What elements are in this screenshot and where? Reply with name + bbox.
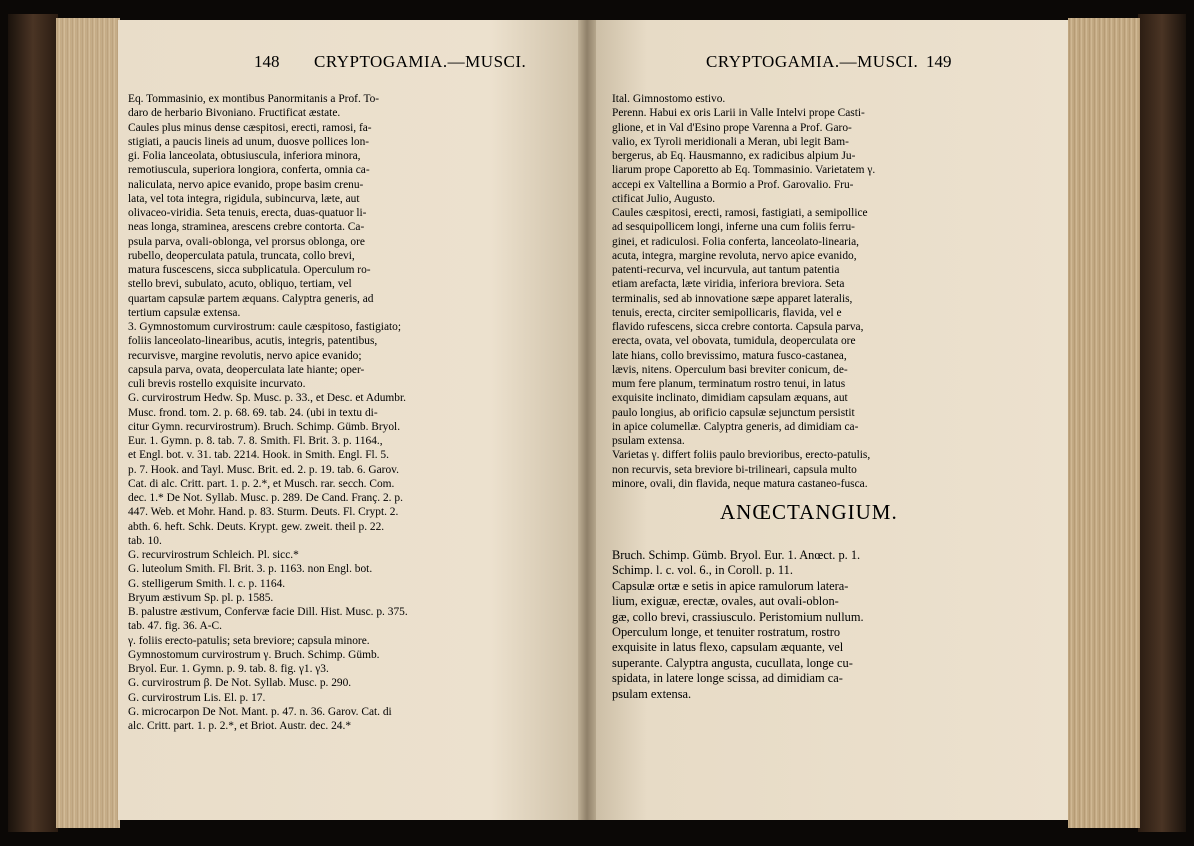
text-line: non recurvis, seta breviore bi-trilineari, capsula multo	[612, 463, 857, 476]
text-line: lævis, nitens. Operculum basi breviter conicum, de-	[612, 363, 848, 376]
text-line: alc. Critt. part. 1. p. 2.*, et Briot. Austr. dec. 24.*	[128, 720, 352, 732]
text-line: ctificat Julio, Augusto.	[612, 192, 716, 205]
text-line: 3. Gymnostomum curvirostrum: caule cæspitoso, fastigiato;	[128, 321, 402, 333]
text-line: et Engl. bot. v. 31. tab. 2214. Hook. in Smith. Engl. Fl. 5.	[128, 449, 389, 462]
text-line: Caules cæspitosi, erecti, ramosi, fastigiati, a semipollice	[612, 207, 868, 219]
text-line: Bryol. Eur. 1. Gymn. p. 9. tab. 8. fig. γ1. γ3.	[128, 663, 329, 675]
text-line: 447. Web. et Mohr. Hand. p. 83. Sturm. Deuts. Fl. Crypt. 2.	[128, 506, 399, 519]
text-line: Bruch. Schimp. Gümb. Bryol. Eur. 1. Anœct. p. 1.	[612, 548, 861, 562]
text-line: gi. Folia lanceolata, obtusiuscula, inferiora minora,	[128, 150, 361, 162]
text-line: Ital. Gimnostomo estivo.	[612, 93, 726, 105]
left-running-head: CRYPTOGAMIA.—MUSCI.	[314, 52, 527, 71]
text-line: Operculum longe, et tenuiter rostratum, rostro	[612, 625, 841, 640]
text-line: tenuis, erecta, circiter semipollicaris, flavida, vel e	[612, 306, 842, 319]
left-page-number: 148	[254, 52, 280, 71]
text-line: acuta, integra, margine revoluta, nervo apice evanido,	[612, 249, 857, 262]
text-line: in apice columellæ. Calyptra generis, ad dimidiam ca-	[612, 420, 859, 433]
text-line: tertium capsulæ extensa.	[128, 306, 241, 319]
text-line: olivaceo-viridia. Seta tenuis, erecta, duas-quatuor li-	[128, 207, 367, 219]
text-line: Musc. frond. tom. 2. p. 68. 69. tab. 24. (ubi in textu di-	[128, 406, 378, 419]
text-line: Varietas γ. differt foliis paulo brevioribus, erecto-patulis,	[612, 449, 871, 462]
text-line: stigiati, a paucis lineis ad unum, duosve pollices lon-	[128, 135, 370, 148]
text-line: psulam extensa.	[612, 435, 685, 447]
text-line: rubello, deoperculata patula, truncata, collo brevi,	[128, 249, 355, 262]
text-line: exquisite in latus flexo, capsulam æquante, vel	[612, 640, 844, 655]
text-line: abth. 6. heft. Schk. Deuts. Krypt. gew. zweit. theil p. 22.	[128, 520, 385, 533]
text-line: terminalis, sed ab innovatione sæpe apparet lateralis,	[612, 292, 853, 305]
text-line: citur Gymn. recurvirostrum). Bruch. Schimp. Gümb. Bryol.	[128, 420, 401, 433]
text-line: naliculata, nervo apice evanido, prope basim crenu-	[128, 178, 364, 191]
text-line: daro de herbario Bivoniano. Fructificat æstate.	[128, 107, 341, 120]
text-line: G. curvirostrum Lis. El. p. 17.	[128, 691, 266, 704]
right-running-head: CRYPTOGAMIA.—MUSCI.	[706, 52, 919, 71]
text-line: bergerus, ab Eq. Hausmanno, ex radicibus alpium Ju-	[612, 150, 856, 162]
text-line: Bryum æstivum Sp. pl. p. 1585.	[128, 591, 274, 604]
text-line: quartam capsulæ partem æquans. Calyptra generis, ad	[128, 292, 374, 305]
text-line: late hians, collo brevissimo, matura fusco-castanea,	[612, 349, 847, 362]
text-line: stello brevi, subulato, acuto, obliquo, tertiam, vel	[128, 278, 352, 291]
text-line: G. microcarpon De Not. Mant. p. 47. n. 36. Garov. Cat. di	[128, 705, 392, 718]
book-cover-right	[1138, 14, 1186, 832]
text-line: tab. 47. fig. 36. A-C.	[128, 620, 222, 633]
text-line: lata, vel tota integra, rigidula, subincurva, læte, aut	[128, 192, 360, 205]
text-line: neas longa, straminea, arescens crebre contorta. Ca-	[128, 221, 365, 234]
text-line: psulam extensa.	[612, 686, 692, 701]
text-line: Eq. Tommasinio, ex montibus Panormitanis a Prof. To-	[128, 93, 380, 105]
text-line: recurvisve, margine revolutis, nervo apice evanido;	[128, 349, 362, 362]
text-line: capsula parva, ovata, deoperculata late hiante; oper-	[128, 363, 365, 376]
text-line: liarum prope Caporetto ab Eq. Tommasinio. Varietatem γ.	[612, 164, 876, 177]
text-line: p. 7. Hook. and Tayl. Musc. Brit. ed. 2. p. 19. tab. 6. Garov.	[128, 463, 399, 476]
text-line: Schimp. l. c. vol. 6., in Coroll. p. 11.	[612, 563, 793, 578]
text-line: erecta, ovata, vel obovata, tumidula, deoperculata ore	[612, 335, 856, 348]
text-line: ginei, et radiculosi. Folia conferta, lanceolato-linearia,	[612, 235, 860, 248]
section-text	[612, 548, 1026, 702]
text-line: gæ, collo brevi, crassiusculo. Peristomium nullum.	[612, 609, 864, 624]
text-line: Caules plus minus dense cæspitosi, erecti, ramosi, fa-	[128, 121, 372, 134]
text-line: paulo longius, ab orificio capsulæ sejunctum persistit	[612, 406, 855, 419]
text-line: matura fuscescens, sicca subplicatula. Operculum ro-	[128, 264, 371, 276]
section-title: ANŒCTANGIUM.	[720, 500, 898, 524]
text-line: culi brevis rostello exquisite incurvato.	[128, 378, 306, 390]
text-line: ad sesquipollicem longi, inferne una cum foliis ferru-	[612, 221, 855, 234]
text-line: exquisite inclinato, dimidiam capsulam æquans, aut	[612, 392, 848, 405]
text-line: minore, ovali, din flavida, neque matura castaneo-fusca.	[612, 477, 868, 490]
right-page-text	[612, 92, 1026, 491]
text-line: Perenn. Habui ex oris Larii in Valle Intelvi prope Casti-	[612, 107, 865, 120]
left-page-text	[128, 92, 534, 733]
text-line: G. curvirostrum Hedw. Sp. Musc. p. 33., et Desc. et Adumbr.	[128, 392, 406, 405]
text-line: dec. 1.* De Not. Syllab. Musc. p. 289. De Cand. Franç. 2. p.	[128, 492, 403, 504]
text-line: accepi ex Valtellina a Bormio a Prof. Garovalio. Fru-	[612, 178, 854, 191]
text-line: G. stelligerum Smith. l. c. p. 1164.	[128, 577, 286, 590]
text-line: superante. Calyptra angusta, cucullata, longe cu-	[612, 655, 853, 670]
text-line: flavido rufescens, sicca crebre contorta. Capsula parva,	[612, 321, 864, 333]
text-line: remotiuscula, superiora longiora, conferta, omnia ca-	[128, 164, 370, 177]
text-line: glione, et in Val d'Esino prope Varenna a Prof. Garo-	[612, 121, 852, 134]
text-line: γ. foliis erecto-patulis; seta breviore; capsula minore.	[128, 634, 370, 647]
book-gutter	[578, 20, 596, 820]
book-cover-left	[8, 14, 58, 832]
right-page-number: 149	[926, 52, 952, 71]
text-line: psula parva, ovali-oblonga, vel prorsus oblonga, ore	[128, 235, 365, 248]
text-line: valio, ex Tyroli meridionali a Meran, ubi legit Bam-	[612, 135, 849, 148]
text-line: G. luteolum Smith. Fl. Brit. 3. p. 1163. non Engl. bot.	[128, 563, 373, 576]
text-line: tab. 10.	[128, 534, 162, 547]
text-line: Gymnostomum curvirostrum γ. Bruch. Schimp. Gümb.	[128, 648, 380, 661]
text-line: Cat. di alc. Critt. part. 1. p. 2.*, et Musch. rar. secch. Com.	[128, 477, 395, 490]
page-edges-left	[56, 18, 120, 828]
text-line: lium, exiguæ, erectæ, ovales, aut ovali-oblon-	[612, 594, 839, 609]
text-line: Eur. 1. Gymn. p. 8. tab. 7. 8. Smith. Fl. Brit. 3. p. 1164.,	[128, 435, 383, 447]
text-line: spidata, in latere longe scissa, ad dimidiam ca-	[612, 671, 843, 686]
text-line: mum fere planum, terminatum rostro tenui, in latus	[612, 378, 846, 390]
text-line: patenti-recurva, vel incurvula, aut tantum patentia	[612, 264, 840, 276]
text-line: Capsulæ ortæ e setis in apice ramulorum latera-	[612, 578, 849, 593]
text-line: G. curvirostrum β. De Not. Syllab. Musc. p. 290.	[128, 677, 352, 690]
text-line: G. recurvirostrum Schleich. Pl. sicc.*	[128, 549, 299, 561]
text-line: etiam arefacta, læte viridia, inferiora breviora. Seta	[612, 278, 845, 291]
page-edges-right	[1068, 18, 1140, 828]
text-line: foliis lanceolato-linearibus, acutis, integris, patentibus,	[128, 335, 378, 348]
text-line: B. palustre æstivum, Confervæ facie Dill. Hist. Musc. p. 375.	[128, 606, 408, 618]
